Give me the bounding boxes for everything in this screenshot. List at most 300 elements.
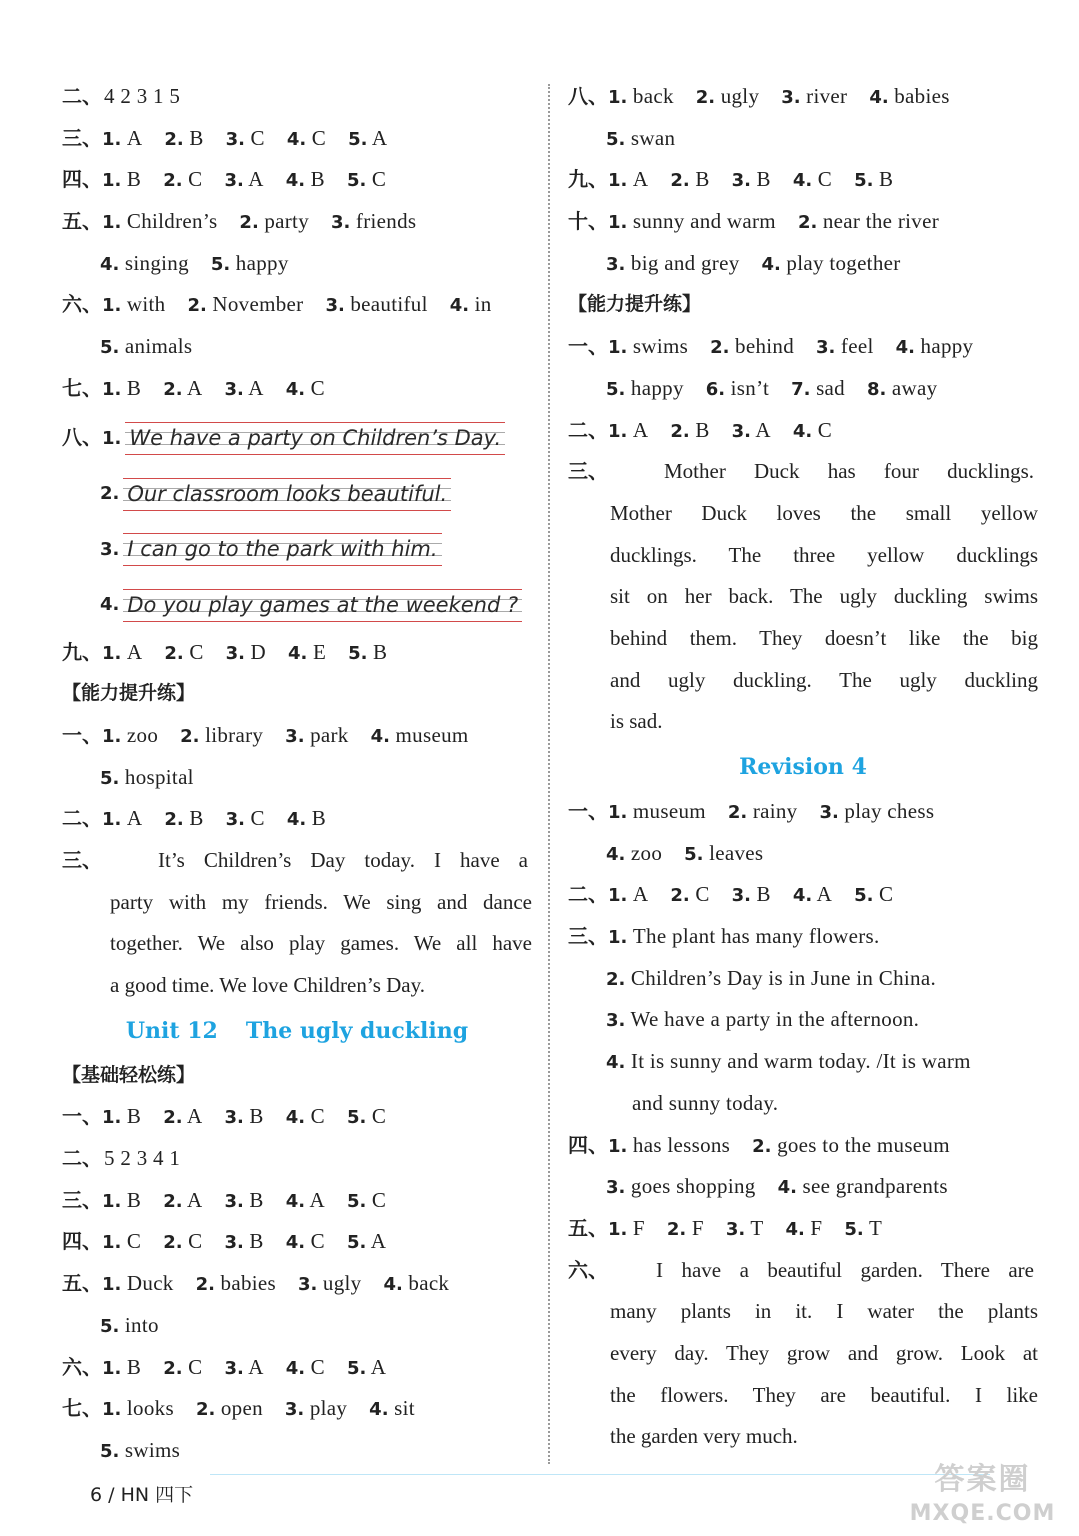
answer-text: sit (388, 1396, 415, 1421)
paragraph-line (62, 840, 532, 882)
answer-text: isn’t (725, 375, 770, 400)
paragraph-line (568, 493, 1038, 535)
paragraph-line (568, 535, 1038, 577)
item-number: 4. (285, 1190, 306, 1212)
item-number: 3. (224, 378, 244, 400)
item-number: 3. (285, 725, 305, 747)
unit-title (62, 1007, 532, 1055)
answer-text: C (183, 639, 204, 664)
answer-text: C (305, 1354, 325, 1379)
answer-text: B (243, 1104, 264, 1129)
item-number: 1. (608, 802, 628, 823)
item-number: 1. (608, 170, 628, 192)
item-number: 3. (224, 1357, 244, 1379)
paragraph-line (568, 618, 1038, 660)
item-number: 4. (792, 170, 813, 192)
item-number: 3. (225, 642, 245, 664)
item-number: 3. (816, 337, 836, 359)
item-number: 4. (369, 1399, 389, 1421)
item-number: 4. (288, 642, 308, 664)
answer-text: behind (729, 334, 794, 359)
item-number: 5. (100, 337, 120, 359)
answer-text: B (751, 167, 771, 192)
item-number: 2. (195, 1399, 216, 1421)
answer-text: C (245, 806, 265, 831)
answer-sequence: 4 2 3 1 5 (104, 84, 181, 108)
paragraph-text: Mother Duck loves the small yellow (610, 500, 1038, 525)
item-number: 4. (777, 1177, 797, 1199)
answer-sequence: 5 2 3 4 1 (104, 1146, 181, 1171)
answer-text: B (243, 1229, 264, 1254)
answer-text: A (812, 882, 833, 907)
item-number: 1. (608, 1218, 628, 1240)
answer-text: E (307, 639, 327, 664)
item-number: 1. (102, 725, 122, 747)
watermark-bottom: MXQE.COM (909, 1501, 1056, 1526)
answer-text: We have a party in the afternoon. (625, 1007, 920, 1032)
item-number: 7. (791, 378, 811, 400)
paragraph-line (62, 882, 532, 924)
item-number: 2. (710, 337, 730, 359)
answer-line (62, 1263, 532, 1305)
item-number: 4. (370, 725, 390, 747)
answer-line (568, 1166, 1038, 1208)
answer-text: C (182, 1229, 203, 1254)
paragraph-line (568, 1416, 1038, 1458)
item-number: 2. (606, 968, 626, 990)
unit-name: The ugly duckling (245, 1017, 469, 1044)
paragraph-text: Mother Duck has four ducklings. (664, 459, 1034, 484)
handwriting-line (62, 410, 532, 466)
answer-text: swan (625, 125, 676, 150)
answer-text: park (304, 722, 349, 747)
watermark (900, 1460, 1065, 1534)
question-label: 十、 (568, 209, 608, 234)
answer-line (62, 1221, 532, 1263)
paragraph-line (62, 923, 532, 965)
item-number: 4. (895, 337, 915, 359)
book-code: HN (120, 1484, 150, 1506)
answer-text: B (689, 417, 710, 442)
item-number: 3. (225, 128, 245, 150)
item-number: 2. (163, 170, 183, 192)
item-number: 1. (608, 420, 628, 442)
item-number: 3. (224, 1107, 244, 1129)
paragraph-text: sit on her back. The ugly duckling swims (610, 584, 1038, 609)
answer-text: A (182, 1187, 203, 1212)
item-number: 5. (346, 1232, 367, 1254)
answer-text: B (306, 806, 327, 831)
item-number: 4. (792, 420, 813, 442)
item-number: 5. (348, 128, 368, 150)
answer-text: The plant has many flowers. (627, 924, 880, 949)
page-footer (90, 1480, 193, 1507)
question-label: 八、 (568, 84, 608, 108)
answer-text: C (366, 167, 387, 192)
item-number: 4. (606, 843, 626, 865)
item-number: 2. (164, 128, 184, 150)
answer-line (62, 201, 532, 243)
item-number: 4. (100, 253, 120, 275)
answer-text: C (121, 1229, 142, 1254)
answer-text: C (366, 1187, 387, 1212)
answer-line (568, 159, 1038, 201)
answer-text: big and grey (625, 250, 740, 275)
item-number: 4. (286, 809, 307, 831)
answer-text: C (305, 1104, 325, 1129)
answer-text: museum (627, 799, 706, 823)
answer-line (568, 1083, 1038, 1125)
question-label: 九、 (568, 167, 608, 192)
item-number: 2. (187, 295, 207, 317)
answer-text: party (258, 209, 309, 234)
item-number: 5. (348, 642, 368, 664)
question-label: 三、 (568, 459, 608, 484)
item-number: 1. (102, 1274, 122, 1296)
answer-text: leaves (703, 840, 764, 865)
item-number: 3. (606, 253, 626, 275)
question-label: 二、 (568, 417, 608, 442)
item-number: 5. (346, 1190, 367, 1212)
answer-text: singing (119, 250, 189, 275)
answer-line (62, 368, 532, 410)
paragraph-text: is sad. (610, 709, 663, 734)
item-number: 2. (163, 1232, 183, 1254)
answer-text: B (121, 375, 142, 400)
answer-text: away (886, 375, 938, 400)
item-number: 3. (224, 170, 244, 192)
question-label: 六、 (568, 1257, 608, 1282)
question-label: 二、 (62, 84, 102, 108)
item-number: 2. (100, 483, 120, 504)
item-number: 5. (684, 843, 704, 865)
item-number: 4. (100, 594, 120, 615)
item-number: 2. (180, 725, 200, 747)
item-number: 2. (727, 802, 748, 823)
item-number: 6. (705, 378, 726, 400)
answer-text: B (121, 1104, 142, 1129)
answer-line (62, 1430, 532, 1472)
item-number: 3. (331, 212, 351, 234)
answer-text: A (182, 1104, 203, 1129)
answer-line (62, 1305, 532, 1347)
answer-text: goes to the museum (771, 1132, 950, 1157)
question-label: 七、 (62, 375, 102, 400)
answer-text: B (121, 1354, 142, 1379)
answer-text: A (305, 1187, 325, 1212)
answer-text: happy (230, 250, 289, 275)
answer-text: A (243, 167, 264, 192)
question-label: 四、 (62, 1229, 102, 1254)
question-label: 七、 (62, 1396, 102, 1421)
question-label: 五、 (62, 209, 102, 234)
item-number: 1. (102, 1190, 122, 1212)
item-number: 1. (608, 927, 628, 949)
item-number: 2. (163, 1107, 183, 1129)
item-number: 1. (102, 295, 122, 317)
answer-text: ugly (317, 1271, 362, 1296)
item-number: 1. (102, 427, 122, 449)
answer-line (568, 999, 1038, 1041)
item-number: 3. (100, 538, 120, 560)
item-number: 5. (346, 170, 367, 192)
answer-line (62, 1347, 532, 1389)
answer-line (62, 326, 532, 368)
item-number: 4. (449, 295, 470, 317)
item-number: 3. (731, 885, 751, 907)
item-number: 4. (785, 1218, 805, 1240)
answer-text: C (873, 882, 894, 907)
answer-text: open (215, 1396, 263, 1421)
paragraph-text: party with my friends. We sing and dance (110, 889, 532, 914)
item-number: 4. (285, 1107, 306, 1129)
question-label: 六、 (62, 292, 102, 317)
answer-text: sad (810, 375, 845, 400)
answer-text: has lessons (627, 1132, 731, 1157)
watermark-top: 答案圈 (934, 1462, 1031, 1497)
answer-text: play together (780, 250, 901, 275)
item-number: 2. (670, 420, 690, 442)
answer-text: babies (888, 84, 950, 108)
paragraph-line (568, 660, 1038, 702)
question-label: 一、 (568, 334, 608, 359)
answer-text: happy (914, 334, 974, 359)
question-label: 二、 (62, 806, 102, 831)
question-label: 九、 (62, 639, 102, 664)
answer-text: feel (835, 334, 874, 359)
answer-line (62, 1138, 532, 1180)
answer-text: F (627, 1215, 645, 1240)
answer-text: A (751, 417, 771, 442)
answer-text: babies (215, 1271, 276, 1296)
item-number: 5. (100, 767, 120, 789)
answer-line (62, 1388, 532, 1430)
answer-text: B (183, 806, 204, 831)
answer-text: zoo (625, 840, 663, 865)
item-number: 1. (102, 809, 122, 831)
answer-text: rainy (747, 799, 798, 823)
answer-text: A (627, 167, 649, 192)
paragraph-text: the flowers. They are beautiful. I like (610, 1382, 1038, 1407)
answer-text: swims (627, 334, 689, 359)
left-column (62, 76, 532, 1472)
answer-text: A (627, 417, 649, 442)
answer-text: ugly (715, 84, 760, 108)
answer-text: friends (350, 209, 417, 234)
answer-text: B (873, 167, 894, 192)
item-number: 5. (210, 253, 231, 275)
answer-text: B (183, 125, 204, 150)
paragraph-line (568, 701, 1038, 743)
item-number: 1. (102, 642, 122, 664)
answer-text: A (243, 375, 264, 400)
footer-rule (210, 1474, 990, 1475)
item-number: 1. (102, 1357, 122, 1379)
answer-text: with (121, 292, 166, 317)
answer-text: B (751, 882, 771, 907)
item-number: 1. (608, 885, 628, 907)
item-number: 1. (102, 212, 122, 234)
item-number: 1. (102, 170, 122, 192)
answer-text: Children’s Day is in June in China. (625, 965, 936, 990)
answer-line (62, 757, 532, 799)
item-number: 3. (225, 809, 245, 831)
paragraph-line (568, 1375, 1038, 1417)
question-label: 一、 (62, 722, 102, 747)
answer-text: B (367, 639, 388, 664)
section-ability: 【能力提升练】 (568, 293, 702, 316)
handwritten-sentence: Our classroom looks beautiful. (123, 476, 451, 512)
footer-separator: / (108, 1484, 115, 1506)
paragraph-text: I have a beautiful garden. There are (656, 1257, 1034, 1282)
answer-text: B (121, 167, 142, 192)
item-number: 3. (325, 295, 345, 317)
item-number: 2. (164, 809, 184, 831)
section-ability: 【能力提升练】 (62, 682, 196, 705)
answer-text: back (402, 1271, 450, 1296)
question-label: 三、 (62, 125, 102, 150)
answer-line (568, 916, 1038, 958)
answer-text: beautiful (344, 292, 428, 317)
paragraph-line (568, 1250, 1038, 1292)
item-number: 5. (346, 1357, 367, 1379)
item-number: 4. (285, 1357, 306, 1379)
answer-text: F (804, 1215, 823, 1240)
paragraph-text: behind them. They doesn’t like the big (610, 625, 1038, 650)
item-number: 4. (285, 170, 306, 192)
answer-text: C (245, 125, 265, 150)
answer-text: A (367, 125, 388, 150)
item-number: 4. (792, 885, 813, 907)
grade-label: 四下 (155, 1484, 194, 1506)
answer-text: C (812, 167, 833, 192)
answer-line (62, 284, 532, 326)
question-label: 二、 (568, 882, 608, 907)
paragraph-text: the garden very much. (610, 1424, 798, 1449)
answer-text: C (305, 1229, 325, 1254)
paragraph-line (568, 1333, 1038, 1375)
item-number: 2. (695, 87, 716, 108)
revision-title: Revision 4 (739, 754, 867, 780)
answer-text: A (121, 125, 143, 150)
answer-line (568, 958, 1038, 1000)
paragraph-text: It’s Children’s Day today. I have a (158, 847, 528, 872)
answer-text: into (119, 1312, 159, 1337)
item-number: 5. (100, 1315, 120, 1337)
answer-text: play (304, 1396, 348, 1421)
answer-line (62, 632, 532, 674)
item-number: 1. (102, 1399, 122, 1421)
answer-text: looks (121, 1396, 174, 1421)
question-label: 六、 (62, 1354, 102, 1379)
answer-line (62, 159, 532, 201)
answer-line (568, 326, 1038, 368)
paragraph-text: and ugly duckling. The ugly duckling (610, 667, 1038, 692)
answer-text: D (245, 639, 267, 664)
answer-text: C (366, 1104, 387, 1129)
answer-text: T (745, 1215, 764, 1240)
answer-text: A (627, 882, 649, 907)
answer-text: hospital (119, 764, 194, 789)
item-number: 2. (670, 170, 690, 192)
answer-text: B (121, 1187, 142, 1212)
item-number: 3. (224, 1232, 244, 1254)
answer-text: sunny and warm (627, 209, 776, 234)
answer-text: see grandparents (796, 1174, 948, 1199)
answer-text: library (199, 722, 264, 747)
section-basic: 【基础轻松练】 (62, 1063, 196, 1086)
question-label: 四、 (568, 1132, 608, 1157)
item-number: 2. (239, 212, 259, 234)
item-number: 3. (606, 1177, 626, 1199)
question-label: 五、 (568, 1215, 608, 1240)
item-number: 4. (383, 1274, 403, 1296)
answer-line (62, 1180, 532, 1222)
item-number: 3. (606, 1010, 626, 1032)
item-number: 5. (100, 1440, 120, 1462)
item-number: 5. (854, 170, 874, 192)
column-divider (548, 84, 550, 1464)
item-number: 3. (819, 802, 839, 823)
answer-line (568, 368, 1038, 410)
answer-text: It is sunny and warm today. /It is warm (625, 1049, 971, 1074)
item-number: 5. (606, 128, 626, 150)
answer-text: near the river (817, 209, 939, 234)
item-number: 3. (725, 1218, 746, 1240)
paragraph-line (62, 965, 532, 1007)
question-label: 五、 (62, 1271, 102, 1296)
answer-text: play chess (838, 799, 935, 823)
answer-line (568, 874, 1038, 916)
answer-text: November (206, 292, 304, 317)
answer-line (568, 243, 1038, 285)
answer-text: Children’s (121, 209, 218, 234)
paragraph-line (568, 1291, 1038, 1333)
item-number: 2. (195, 1274, 215, 1296)
answer-line (568, 791, 1038, 833)
item-number: 4. (285, 378, 306, 400)
paragraph-line (568, 576, 1038, 618)
item-number: 1. (102, 1107, 122, 1129)
handwriting-line (62, 521, 532, 577)
item-number: 1. (102, 128, 122, 150)
question-label: 二、 (62, 1146, 102, 1171)
answer-text: B (305, 167, 325, 192)
answer-line (568, 118, 1038, 160)
paragraph-text: together. We also play games. We all have (110, 931, 532, 956)
item-number: 5. (854, 885, 874, 907)
answer-text: T (863, 1215, 883, 1240)
item-number: 2. (163, 1357, 183, 1379)
item-number: 5. (346, 1107, 367, 1129)
handwritten-sentence: I can go to the park with him. (123, 531, 441, 567)
answer-text: A (366, 1354, 387, 1379)
answer-text: back (627, 84, 674, 108)
paragraph-text: a good time. We love Children’s Day. (110, 973, 425, 997)
answer-text: C (306, 125, 327, 150)
answer-line (62, 118, 532, 160)
answer-text: C (305, 375, 325, 400)
item-number: 1. (608, 87, 628, 108)
question-label: 四、 (62, 167, 102, 192)
answer-text: A (121, 806, 143, 831)
answer-text: museum (390, 722, 469, 747)
answer-text: C (182, 1354, 203, 1379)
item-number: 2. (666, 1218, 687, 1240)
question-label: 三、 (62, 1187, 102, 1212)
item-number: 3. (731, 170, 751, 192)
answer-line (568, 1125, 1038, 1167)
